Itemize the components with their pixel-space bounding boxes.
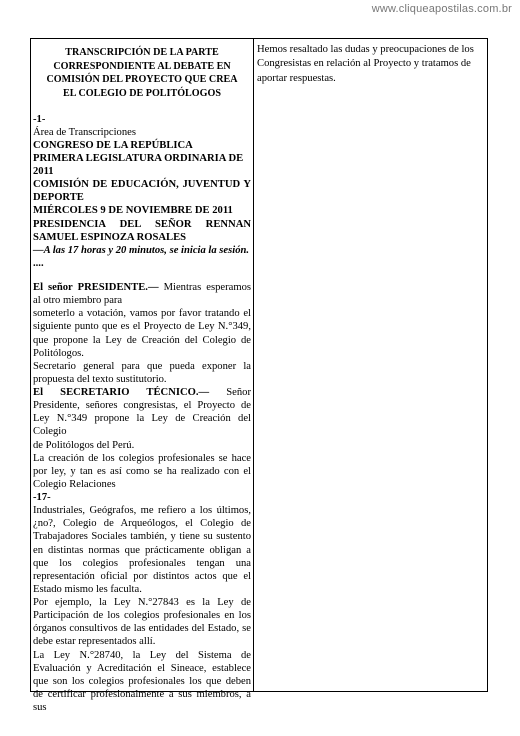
congreso-heading: CONGRESO DE LA REPÚBLICA xyxy=(33,139,193,151)
speaker-label: El señor PRESIDENTE.— xyxy=(33,282,159,293)
commentary-column xyxy=(254,39,487,691)
speech-paragraph: Por ejemplo, la Ley N.°27843 es la Ley de Participación de los colegios profesionales en los órganos consultivos de las entidades del Estado, se debe estar representados allí. xyxy=(33,597,251,648)
speech-text: Mientras esperamos al otro miembro para xyxy=(33,282,251,307)
speech-paragraph: Secretario general para que pueda exponer la propuesta del texto sustitutorio. xyxy=(33,360,251,385)
ellipsis: .... xyxy=(33,257,44,269)
session-start: —A las 17 horas y 20 minutos, se inicia la sesión. xyxy=(33,244,250,256)
watermark: www.cliqueapostilas.com.br xyxy=(371,3,512,15)
presidente-paragraph xyxy=(33,281,251,307)
speech-text: Señor Presidente, señores congresistas, el Proyecto de Ley N.°349 propone la Ley de Creación del Colegio xyxy=(33,387,251,438)
legislatura-heading: PRIMERA LEGISLATURA ORDINARIA DE 2011 xyxy=(33,152,244,177)
speech-paragraph: de Politólogos del Perú. xyxy=(33,439,135,451)
fecha-heading: MIÉRCOLES 9 DE NOVIEMBRE DE 2011 xyxy=(33,205,233,217)
area-label: Área de Transcripciones xyxy=(33,126,136,138)
speech-paragraph: La Ley N.°28740, la Ley del Sistema de Evaluación y Acreditación el Sineace, establece que son los colegios profesionales los que deben de certificar profesionalmente a sus miembros, a sus xyxy=(33,649,251,713)
transcript-table xyxy=(30,38,488,713)
speaker-label: El SECRETARIO TÉCNICO.— xyxy=(33,387,210,398)
page-marker: -1- xyxy=(33,113,46,125)
speech-paragraph: someterlo a votación, vamos por favor tratando el siguiente punto que es el Proyecto de Ley N.°349, que propone la Ley de Creación del Colegio de Politólogos. xyxy=(33,308,251,359)
comision-heading: COMISIÓN DE EDUCACIÓN, JUVENTUD Y DEPORTE xyxy=(33,179,251,204)
transcript-column xyxy=(31,39,254,713)
secretario-paragraph xyxy=(33,386,251,439)
page-marker: -17- xyxy=(33,492,51,503)
document-title: TRANSCRIPCIÓN DE LA PARTE CORRESPONDIENTE AL DEBATE EN COMISIÓN DEL PROYECTO QUE CREA EL COLEGIO DE POLITÓLOGOS xyxy=(46,47,238,99)
speech-paragraph: La creación de los colegios profesionales se hace por ley, y tan es así como se ha realizado con el Colegio Relaciones xyxy=(33,452,251,490)
commentary-note: Hemos resaltado las dudas y preocupaciones de los Congresistas en relación al Proyecto y tratamos de aportar respuestas. xyxy=(257,44,474,84)
speech-paragraph: Industriales, Geógrafos, me refiero a los últimos, ¿no?, Colegio de Arqueólogos, el Colegio de Trabajadores Sociales también, y tiene su sustento en distintas normas que prácticamente obligan a que los colegios profesionales tengan una representación oficial por distintos actos que el Estado mismo les faculta. xyxy=(33,505,251,595)
presidencia-heading: PRESIDENCIA DEL SEÑOR RENNAN SAMUEL ESPINOZA ROSALES xyxy=(33,218,251,243)
